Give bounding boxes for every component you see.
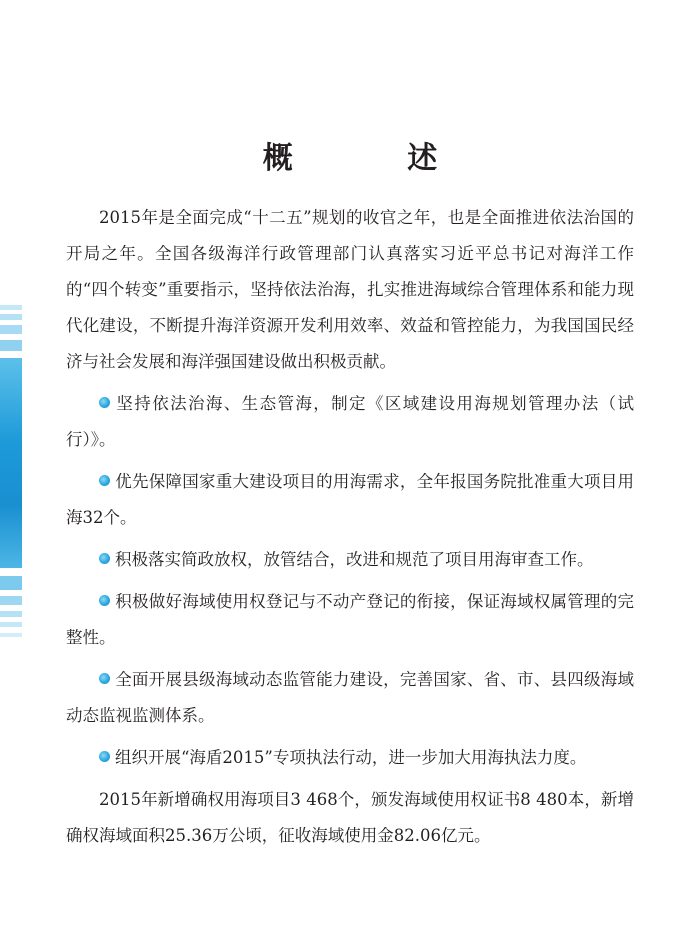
- deco-stripe: [0, 314, 22, 320]
- deco-stripe: [0, 611, 22, 617]
- main-content: [66, 200, 634, 854]
- bullet-icon: [99, 553, 110, 564]
- deco-stripe: [0, 576, 22, 590]
- list-item: [66, 584, 634, 656]
- deco-stripe: [0, 622, 22, 627]
- list-item-text: 积极做好海域使用权登记与不动产登记的衔接，保证海域权属管理的完整性。: [66, 592, 634, 647]
- list-item-text: 优先保障国家重大建设项目的用海需求，全年报国务院批准重大项目用海32个。: [66, 472, 634, 527]
- list-item-text: 坚持依法治海、生态管海，制定《区域建设用海规划管理办法（试行）》。: [66, 394, 634, 449]
- bullet-icon: [99, 673, 110, 684]
- deco-stripe: [0, 305, 22, 310]
- intro-paragraph: 2015年是全面完成“十二五”规划的收官之年，也是全面推进依法治国的开局之年。全国各级海洋行政管理部门认真落实习近平总书记对海洋工作的“四个转变”重要指示，坚持依法治海，扎实推进海域综合管理体系和能力现代化建设，不断提升海洋资源开发利用效率、效益和管控能力，为我国国民经济与社会发展和海洋强国建设做出积极贡献。: [66, 208, 634, 371]
- list-item: [66, 662, 634, 734]
- deco-stripe: [0, 325, 22, 334]
- list-item: [66, 464, 634, 536]
- list-item-text: 组织开展“海盾2015”专项执法行动，进一步加大用海执法力度。: [115, 748, 587, 767]
- bullet-icon: [99, 475, 110, 486]
- bullet-icon: [99, 751, 110, 762]
- bullet-icon: [99, 595, 110, 606]
- page-title: 概 述: [262, 141, 490, 176]
- list-item: [66, 386, 634, 458]
- list-item-text: 积极落实简政放权，放管结合，改进和规范了项目用海审查工作。: [115, 550, 594, 569]
- bullet-icon: [99, 397, 110, 408]
- deco-stripe: [0, 633, 22, 637]
- deco-stripe: [0, 596, 22, 605]
- list-item: [66, 740, 634, 776]
- list-item: [66, 542, 634, 578]
- deco-stripe: [0, 358, 22, 568]
- deco-stripe: [0, 340, 22, 351]
- list-item-text: 全面开展县级海域动态监管能力建设，完善国家、省、市、县四级海域动态监视监测体系。: [66, 670, 634, 725]
- summary-paragraph: 2015年新增确权用海项目3 468个，颁发海域使用权证书8 480本，新增确权海域面积25.36万公顷，征收海域使用金82.06亿元。: [66, 790, 634, 845]
